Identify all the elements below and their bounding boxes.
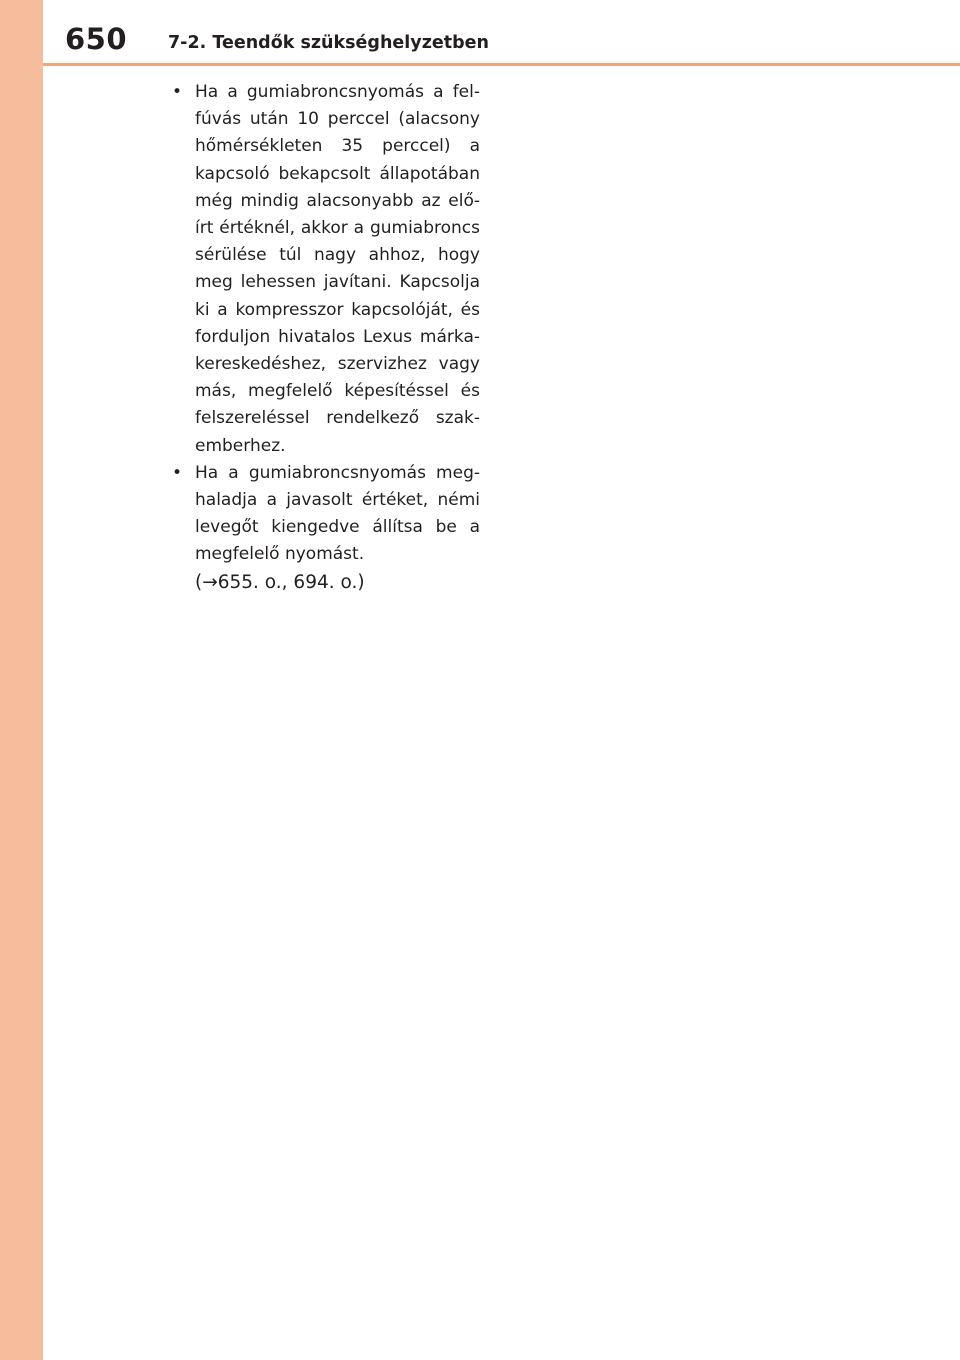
side-color-band (0, 0, 43, 1360)
bullet-marker: • (172, 462, 183, 483)
content-column (170, 79, 480, 596)
bullet-item (170, 460, 480, 596)
page-number: 650 (65, 22, 128, 56)
bullet-marker: • (172, 82, 183, 102)
page-header (43, 0, 960, 66)
bullet-text: Ha a gumiabroncsnyomás a fel-fúvás után 10 perccel (alacsony hőmérsékleten 35 perccel) a kapcsoló bekapcsolt állapotában még mindig alacsonyabb az elő-írt értéknél, akkor a gumiabroncs sérülése túl nagy ahhoz, hogy meg lehessen javítani. Kapcsolja ki a kompresszor kapcsolóját, és forduljon hivatalos Lexus márka-kereskedéshez, szervizhez vagy más, megfelelő képesítéssel és felszereléssel rendelkező szak-emberhez. (195, 82, 480, 456)
bullet-item (170, 79, 480, 460)
section-title: 7-2. Teendők szükséghelyzetben (168, 33, 489, 53)
header-divider (43, 63, 960, 66)
bullet-text: Ha a gumiabroncsnyomás meg-haladja a javasolt értéket, némi levegőt kiengedve állítsa be a megfelelő nyomást. (195, 462, 480, 565)
page-cross-reference: (→655. o., 694. o.) (195, 571, 365, 593)
